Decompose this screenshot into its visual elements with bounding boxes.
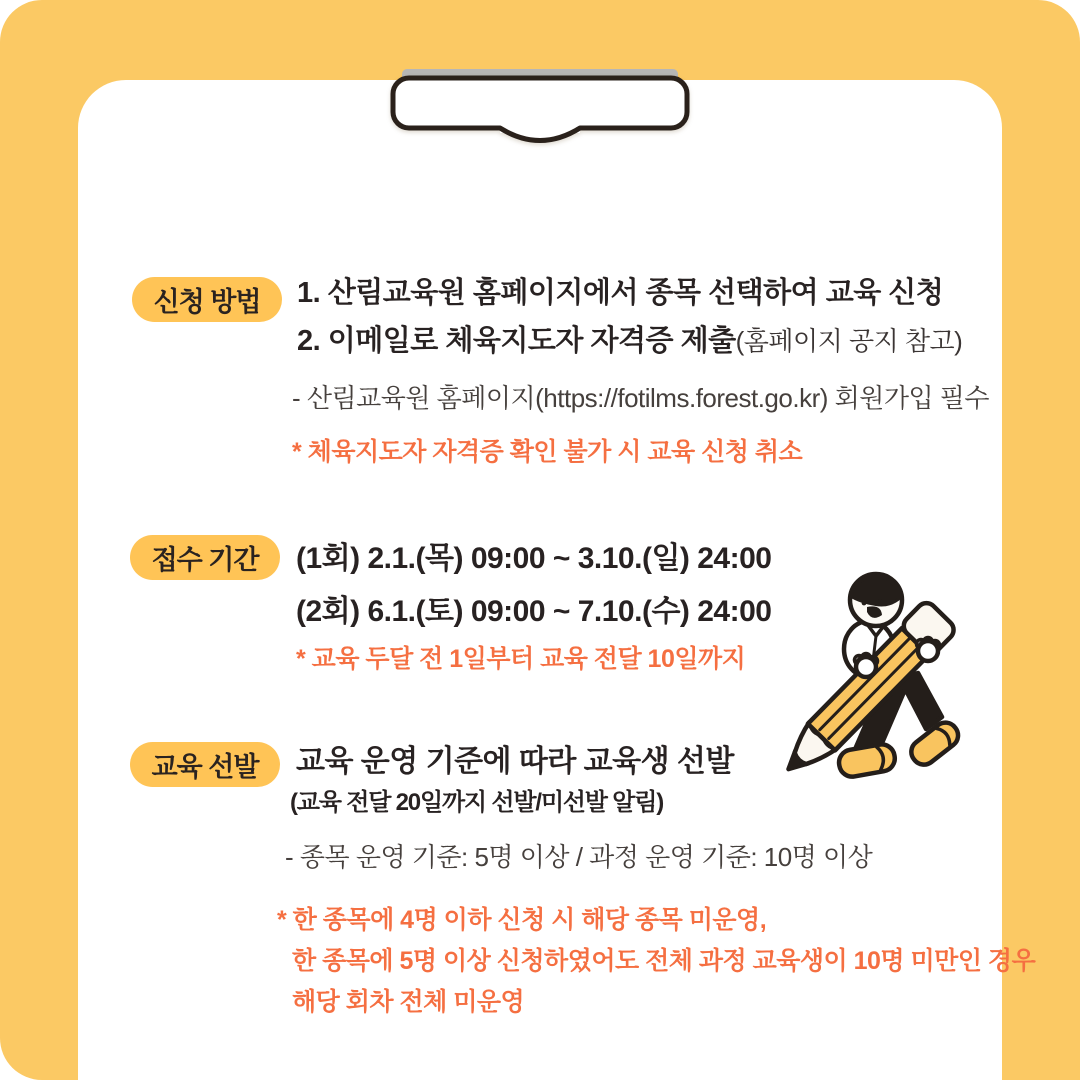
apply-step-2-note: (홈페이지 공지 참고) [735, 326, 963, 356]
section-badge-period [130, 535, 280, 580]
selection-subtitle: (교육 전달 20일까지 선발/미선발 알림) [290, 789, 663, 816]
clipboard-clip-icon [388, 73, 692, 145]
section-badge-selection [130, 742, 280, 787]
badge-label: 교육 선발 [151, 752, 259, 782]
pencil-writer-mascot [780, 555, 1010, 800]
apply-step-2-main: 2. 이메일로 체육지도자 자격증 제출 [297, 325, 736, 357]
period-warning: * 교육 두달 전 1일부터 교육 전달 10일까지 [296, 645, 746, 673]
selection-warning-line-3: 해당 회차 전체 미운영 [292, 988, 525, 1016]
selection-title: 교육 운영 기준에 따라 교육생 선발 [296, 745, 734, 778]
selection-warning-line-1: * 한 종목에 4명 이하 신청 시 해당 종목 미운영, [277, 906, 767, 934]
badge-label: 신청 방법 [153, 287, 261, 317]
apply-step-2 [297, 325, 962, 358]
apply-step-1: 1. 산림교육원 홈페이지에서 종목 선택하여 교육 신청 [297, 277, 944, 309]
period-round-2: (2회) 6.1.(토) 09:00 ~ 7.10.(수) 24:00 [296, 595, 772, 628]
period-round-1: (1회) 2.1.(목) 09:00 ~ 3.10.(일) 24:00 [296, 542, 772, 575]
badge-label: 접수 기간 [151, 545, 259, 575]
selection-detail: - 종목 운영 기준: 5명 이상 / 과정 운영 기준: 10명 이상 [285, 842, 873, 872]
selection-warning [277, 900, 1035, 1023]
selection-warning-line-2: 한 종목에 5명 이상 신청하였어도 전체 과정 교육생이 10명 미만인 경우 [292, 947, 1036, 975]
apply-warning: * 체육지도자 자격증 확인 불가 시 교육 신청 취소 [292, 438, 803, 466]
section-badge-apply [132, 277, 282, 322]
apply-detail: - 산림교육원 홈페이지(https://fotilms.forest.go.kr) 회원가입 필수 [292, 383, 990, 413]
